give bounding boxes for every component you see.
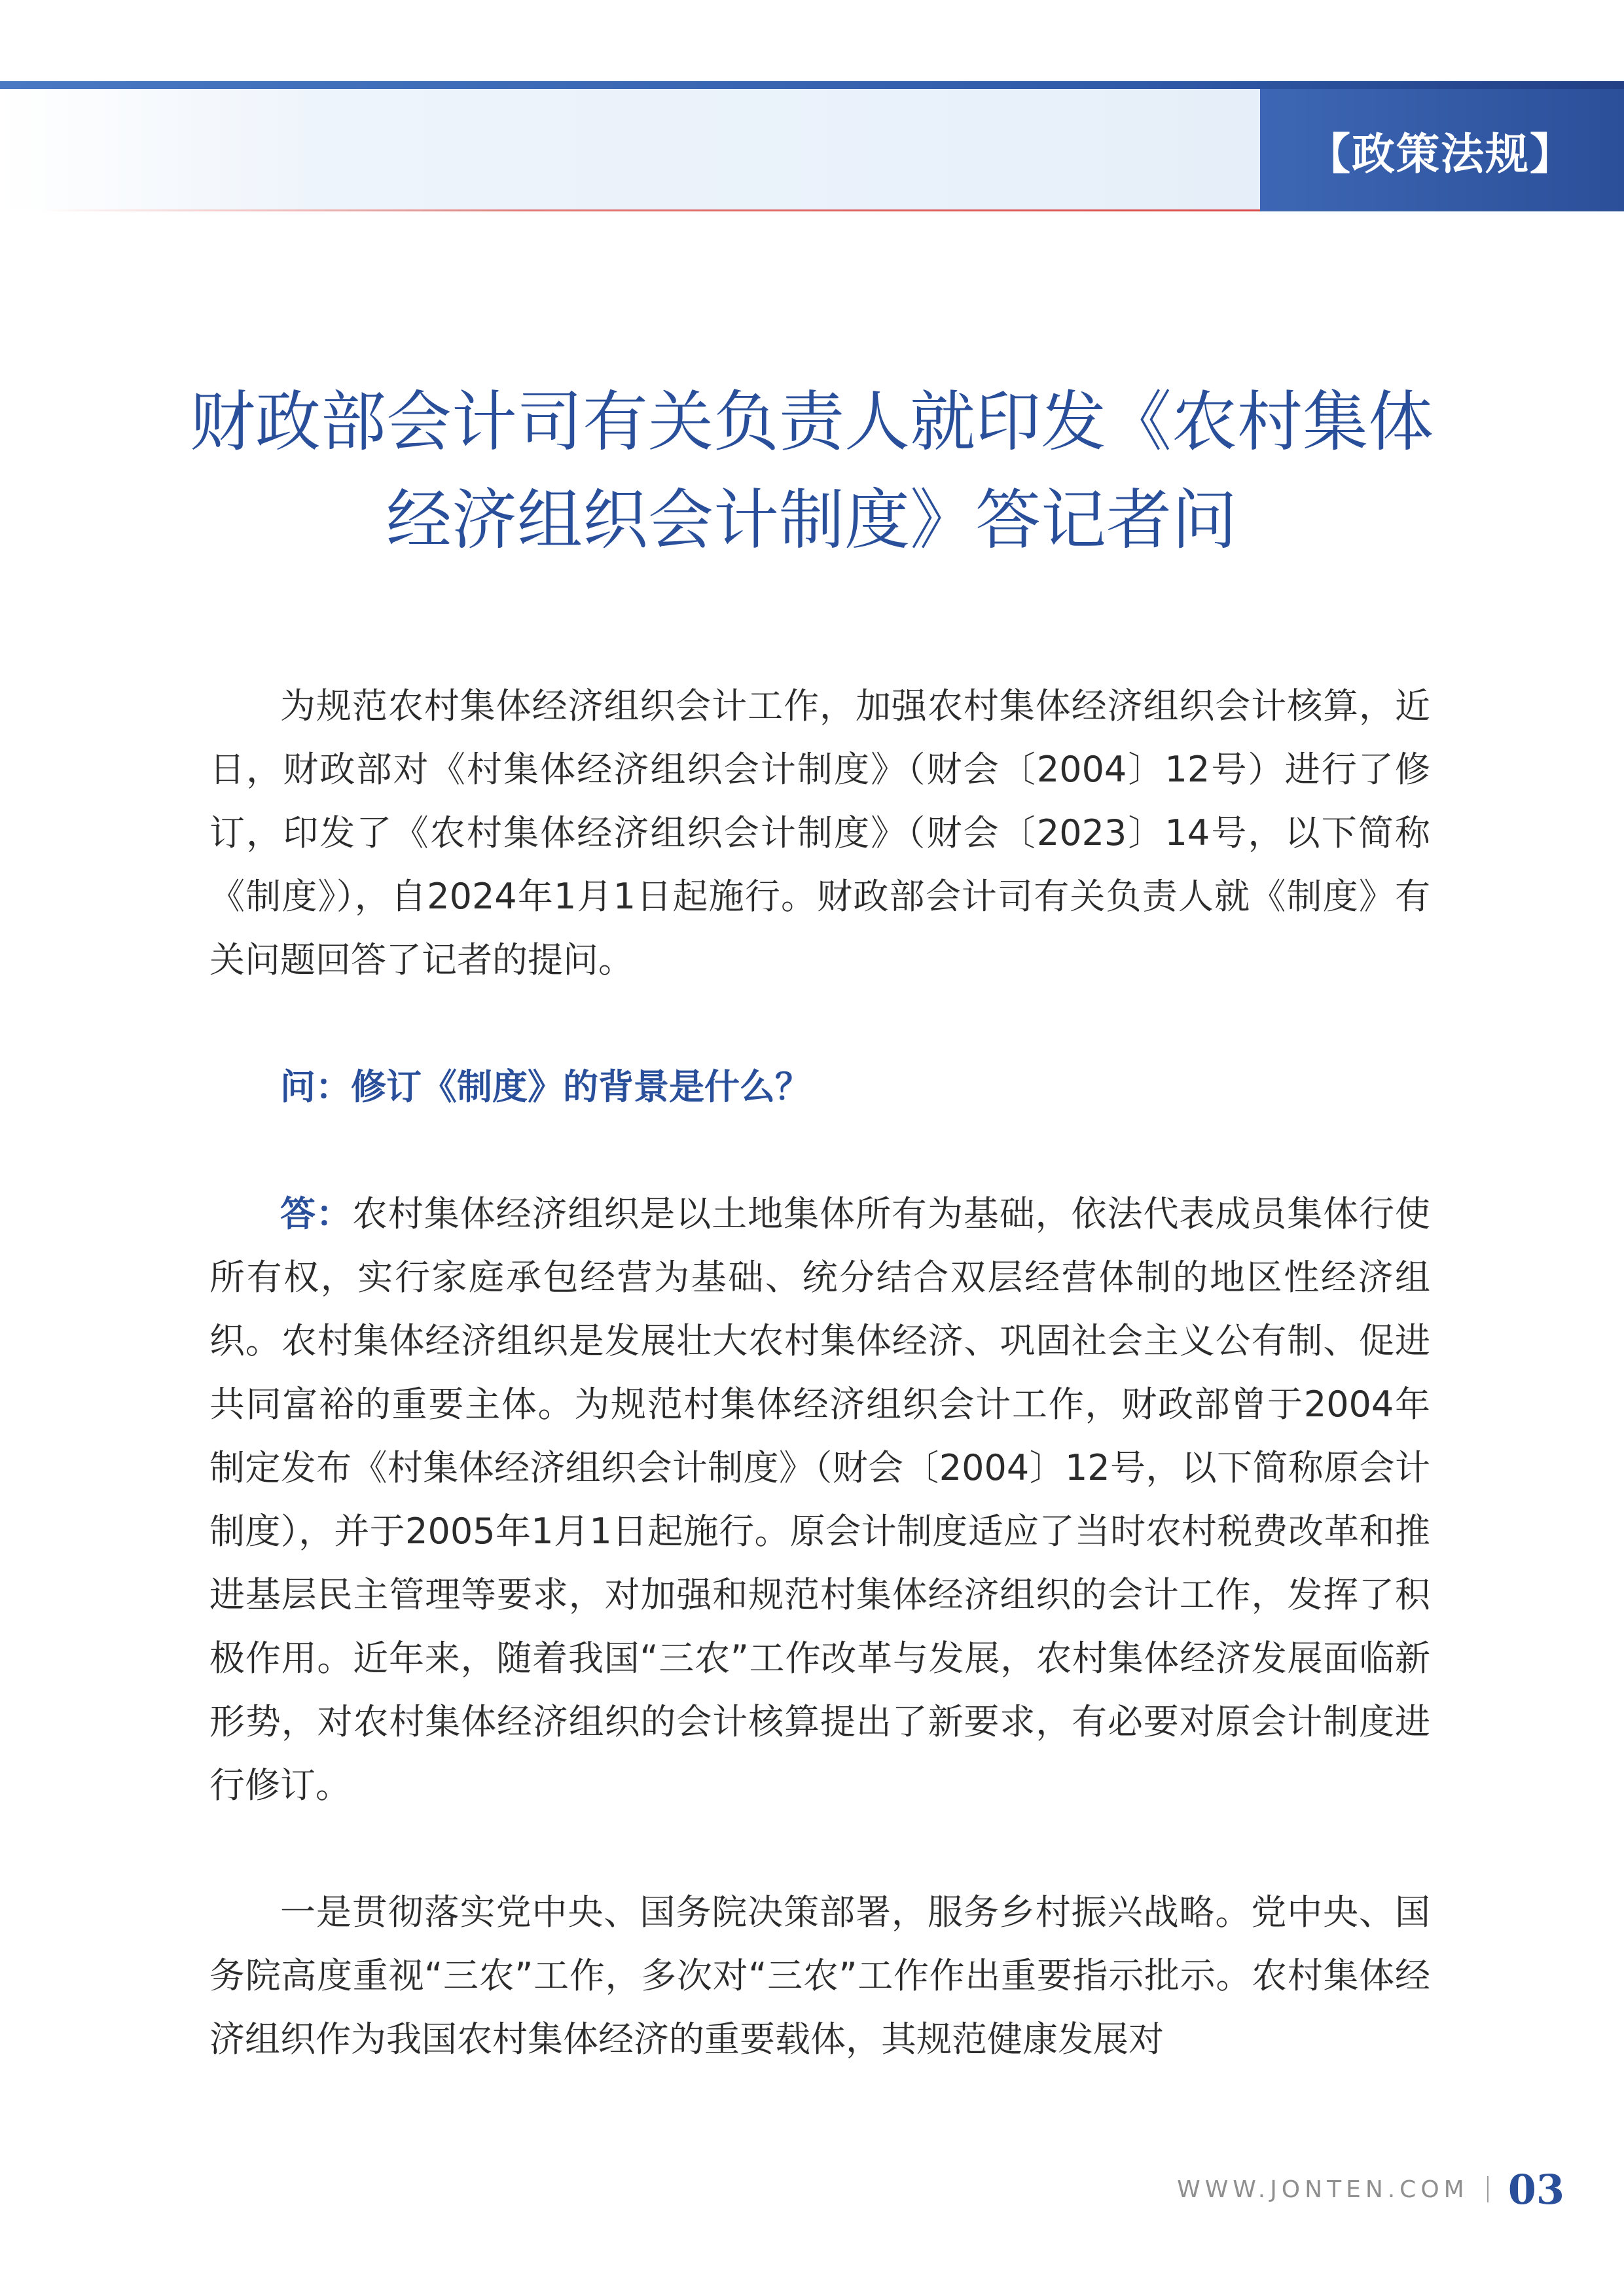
question-heading: 问：修订《制度》的背景是什么？ [280,1066,810,1107]
section-tag [1260,89,1624,211]
point-one-paragraph: 一是贯彻落实党中央、国务院决策部署，服务乡村振兴战略。党中央、国务院高度重视“三农”工作，多次对“三农”工作作出重要指示批示。农村集体经济组织作为我国农村集体经济的重要载体，其规范健康发展对 [209,1892,1430,2060]
answer-text: 农村集体经济组织是以土地集体所有为基础，依法代表成员集体行使所有权，实行家庭承包经营为基础、统分结合双层经营体制的地区性经济组织。农村集体经济组织是发展壮大农村集体经济、巩固社会主义公有制、促进共同富裕的重要主体。为规范村集体经济组织会计工作，财政部曾于2004年制定发布《村集体经济组织会计制度》（财会〔2004〕12号，以下简称原会计制度），并于2005年1月1日起施行。原会计制度适应了当时农村税费改革和推进基层民主管理等要求，对加强和规范村集体经济组织的会计工作，发挥了积极作用。近年来，随着我国“三农”工作改革与发展，农村集体经济发展面临新形势，对农村集体经济组织的会计核算提出了新要求，有必要对原会计制度进行修订。 [209,1193,1431,1806]
page-footer [1113,2163,1564,2215]
page-number: 03 [1507,2165,1564,2214]
header-accent-line [39,209,1260,211]
section-tag-label: 【政策法规】 [1307,128,1574,179]
article-title [157,373,1466,569]
footer-website: WWW.JONTEN.COM [1177,2176,1469,2203]
article-body [209,674,1430,2071]
article-title-line-1: 财政部会计司有关负责人就印发《农村集体 [190,384,1434,460]
article-title-line-2: 经济组织会计制度》答记者问 [386,482,1237,558]
intro-paragraph: 为规范农村集体经济组织会计工作，加强农村集体经济组织会计核算，近日，财政部对《村集体经济组织会计制度》（财会〔2004〕12号）进行了修订，印发了《农村集体经济组织会计制度》（财会〔2023〕14号，以下简称《制度》），自2024年1月1日起施行。财政部会计司有关负责人就《制度》有关问题回答了记者的提问。 [209,685,1430,980]
header-top-stripe [0,81,1624,89]
answer-paragraph [209,1182,1430,1817]
header-band [0,89,1260,209]
answer-label: 答： [280,1193,352,1234]
footer-divider [1487,2176,1489,2202]
